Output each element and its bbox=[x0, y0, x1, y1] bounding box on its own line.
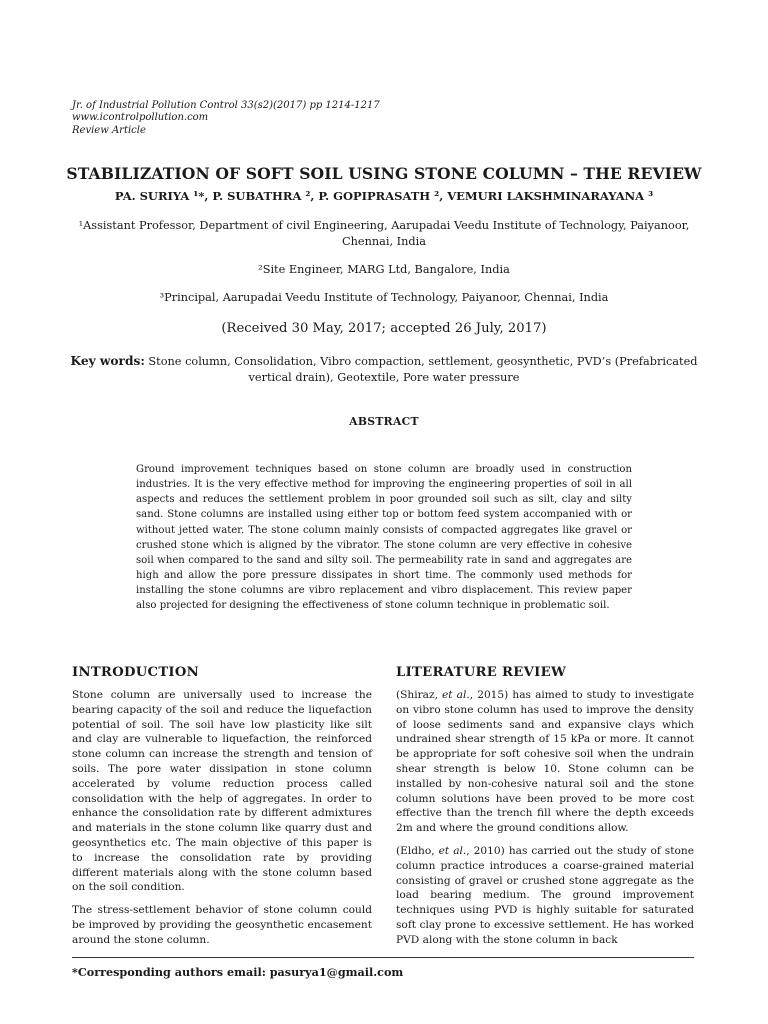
affiliation-2: ²Site Engineer, MARG Ltd, Bangalore, India bbox=[258, 263, 510, 276]
introduction-section bbox=[72, 665, 372, 956]
footnote-divider bbox=[72, 957, 694, 958]
literature-review-section bbox=[396, 665, 694, 956]
introduction-paragraph-1: Stone column are universally used to increase the bearing capacity of the soil and reduce the liquefaction potential of soil. The soil have low plasticity like silt and clay are vulnerable to liquefaction, the reinforced stone column can increase the strength and tension of soils. The pore water dissipation in stone column accelerated by volume reduction process called consolidation with the help of aggregates. In order to enhance the consolidation rate by different admixtures and materials in the stone column like quarry dust and geosynthetics etc. The main objective of this paper is to increase the consolidation rate by providing different materials along with the stone column based on the soil condition. bbox=[72, 689, 372, 894]
abstract-heading: ABSTRACT bbox=[349, 415, 419, 428]
literature-review-heading: LITERATURE REVIEW bbox=[396, 665, 567, 680]
affiliation-1: ¹Assistant Professor, Department of civil Engineering, Aarupadai Veedu Institute of Technology, Paiyanoor, Chennai, India bbox=[78, 219, 690, 248]
literature-paragraph-1 bbox=[396, 688, 694, 836]
received-dates: (Received 30 May, 2017; accepted 26 July, 2017) bbox=[221, 321, 547, 336]
citation-close: , 2015) bbox=[469, 689, 509, 701]
paragraph-body: has aimed to study to investigate on vibro stone column has used to improve the density of loose sediments sand and expansive clays which undrained shear strength of 15 kPa or more. It cannot be appropriate for soft cohesive soil when the undrain shear strength is below 10. Stone column can be installed by non-cohesive natural soil and the stone column solutions have been proved to be more cost effective than the trench fill where the depth exceeds 2m and where the ground conditions allow. bbox=[396, 689, 694, 835]
article-type: Review Article bbox=[72, 124, 146, 136]
paragraph-body: has carried out the study of stone column practice introduces a coarse-grained material consisting of gravel or crushed stone aggregate as the load bearing medium. The ground improvement techniques using PVD is highly suitable for saturated soft clay prone to excessive settlement. He has worked PVD along with the stone column in back bbox=[396, 844, 694, 946]
journal-header bbox=[72, 100, 672, 137]
citation-open: (Eldho, bbox=[396, 844, 439, 857]
citation-open: (Shiraz, bbox=[396, 689, 443, 701]
author-list: PA. SURIYA ¹*, P. SUBATHRA ², P. GOPIPRASATH ², VEMURI LAKSHMINARAYANA ³ bbox=[114, 189, 654, 203]
affiliation-3: ³Principal, Aarupadai Veedu Institute of Technology, Paiyanoor, Chennai, India bbox=[159, 291, 609, 304]
introduction-heading: INTRODUCTION bbox=[72, 665, 200, 680]
journal-citation: Jr. of Industrial Pollution Control 33(s2)(2017) pp 1214-1217 bbox=[72, 100, 380, 111]
abstract-text: Ground improvement techniques based on stone column are broadly used in construction industries. It is the very effective method for improving the engineering properties of soil in all aspects and reduces the settlement problem in poor grounded soil such as silt, clay and silty sand. Stone columns are installed using either top or bottom feed system accompanied with or without jetted water. The stone column mainly consists of compacted aggregates like gravel or crushed stone which is aligned by the vibrator. The stone column are very effective in cohesive soil when compared to the sand and silty soil. The permeability rate in sand and aggregates are high and allow the pore pressure dissipates in short time. The commonly used methods for installing the stone columns are vibro replacement and vibro displacement. This review paper also projected for designing the effectiveness of stone column technique in problematic soil. bbox=[136, 464, 632, 612]
citation-etal: et al. bbox=[438, 844, 467, 857]
corresponding-author-footnote: *Corresponding authors email: pasurya1@gmail.com bbox=[72, 965, 404, 979]
keywords bbox=[70, 353, 698, 386]
paper-title: STABILIZATION OF SOFT SOIL USING STONE COLUMN – THE REVIEW bbox=[66, 164, 702, 183]
literature-paragraph-2 bbox=[396, 844, 694, 948]
keywords-label: Key words: bbox=[70, 354, 145, 368]
citation-etal: et al. bbox=[442, 689, 470, 701]
introduction-paragraph-2: The stress-settlement behavior of stone column could be improved by providing the geosynthetic encasement around the stone column. bbox=[72, 904, 372, 946]
citation-close: , 2010) bbox=[466, 844, 505, 857]
keywords-text: Stone column, Consolidation, Vibro compaction, settlement, geosynthetic, PVD’s (Prefabricated vertical drain), Geotextile, Pore water pressure bbox=[144, 355, 698, 384]
journal-website[interactable]: www.icontrolpollution.com bbox=[72, 112, 209, 124]
